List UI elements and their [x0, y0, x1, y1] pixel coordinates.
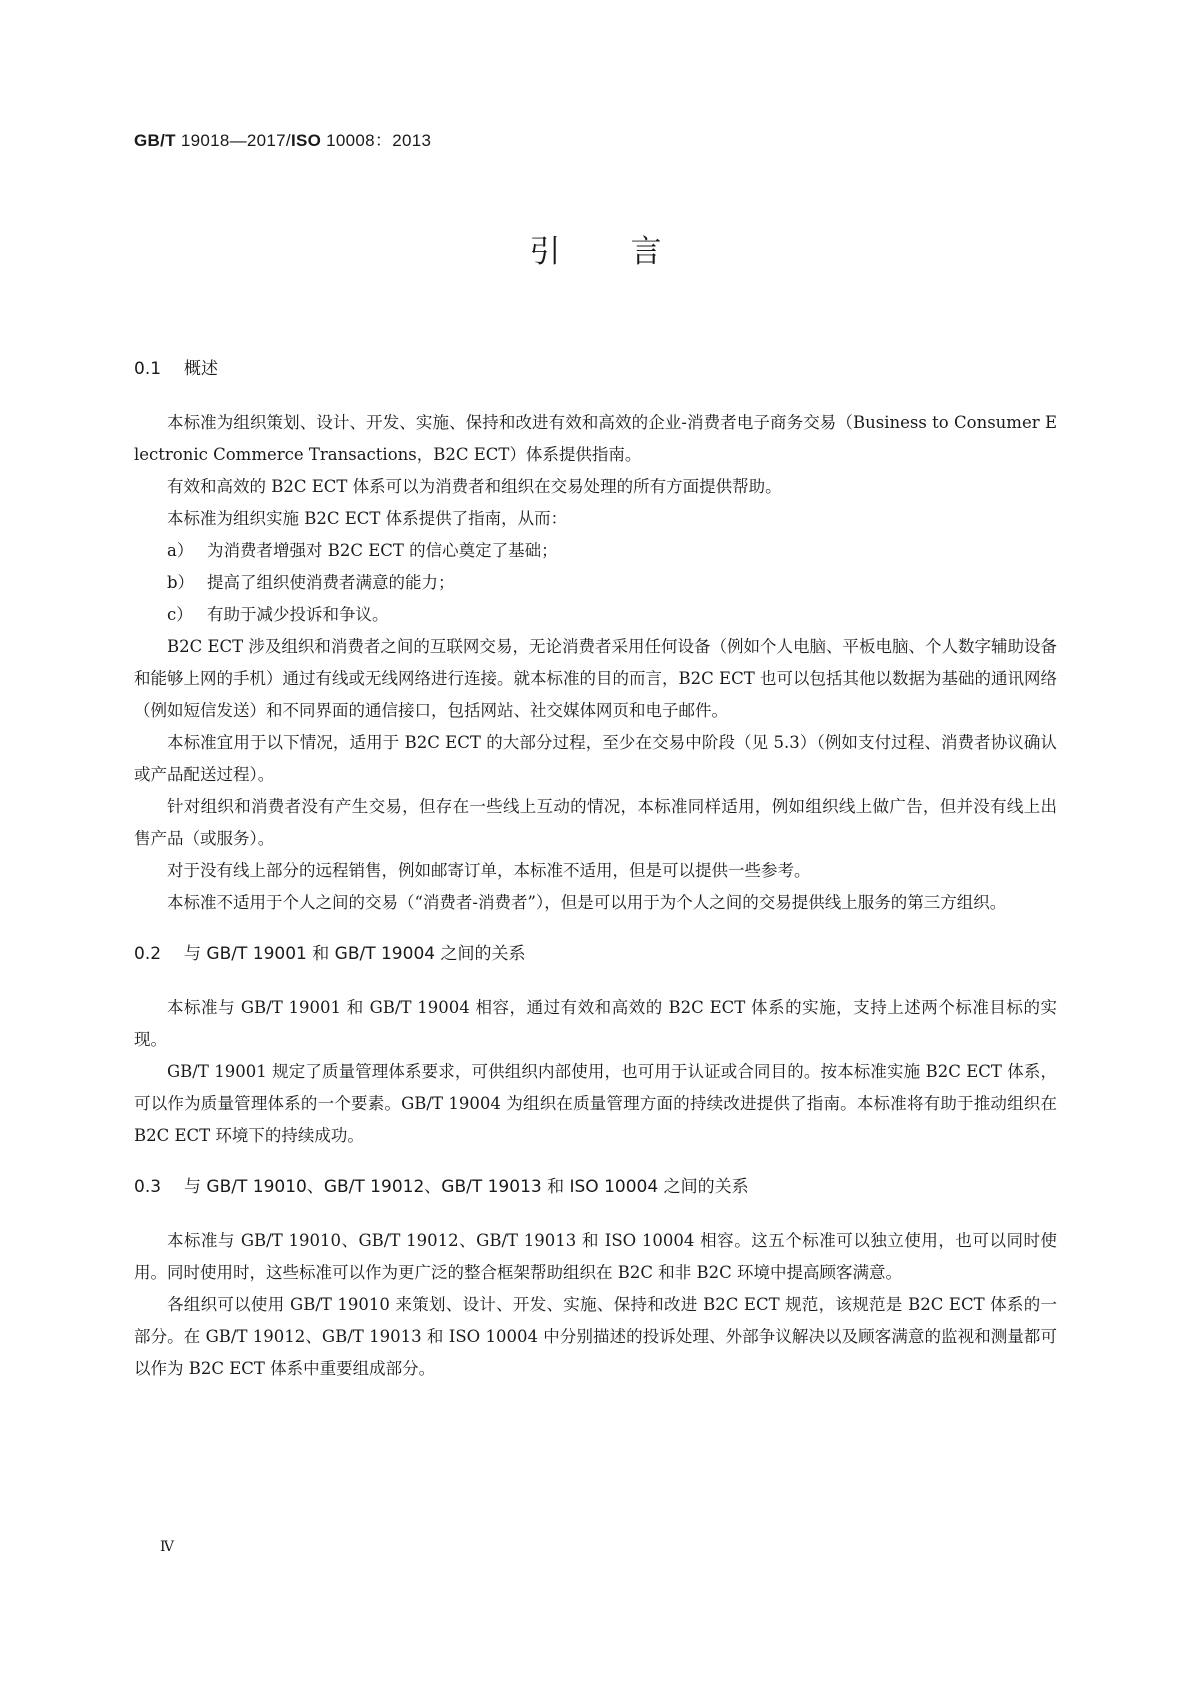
list-item	[134, 535, 1057, 567]
section-0-1	[134, 357, 1057, 919]
header-std: GB/T	[134, 131, 176, 150]
list-marker: b）	[167, 573, 195, 592]
paragraph: 本标准不适用于个人之间的交易（“消费者-消费者”），但是可以用于为个人之间的交易提供线上服务的第三方组织。	[167, 893, 1007, 912]
section-title: 与 GB/T 19001 和 GB/T 19004 之间的关系	[184, 944, 526, 964]
paragraph: 本标准宜用于以下情况，适用于 B2C ECT 的大部分过程，至少在交易中阶段（见 5.3）（例如支付过程、消费者协议确认或产品配送过程）。	[134, 733, 1057, 784]
list-text: 为消费者增强对 B2C ECT 的信心奠定了基础；	[207, 541, 558, 560]
paragraph: 本标准为组织实施 B2C ECT 体系提供了指南，从而：	[167, 509, 568, 528]
paragraph: 各组织可以使用 GB/T 19010 来策划、设计、开发、实施、保持和改进 B2C ECT 规范，该规范是 B2C ECT 体系的一部分。在 GB/T 19012、GB/T 19013 和 ISO 10004 中分别描述的投诉处理、外部争议解决以及顾客满意的监视和测量都可以作为 B2C ECT 体系中重要组成部分。	[134, 1295, 1057, 1378]
list-marker: c）	[167, 605, 193, 624]
section-heading	[134, 942, 1057, 966]
header-num: 19018—2017/	[175, 131, 291, 150]
paragraph: B2C ECT 涉及组织和消费者之间的互联网交易，无论消费者采用任何设备（例如个人电脑、平板电脑、个人数字辅助设备和能够上网的手机）通过有线或无线网络进行连接。就本标准的目的而言，B2C ECT 也可以包括其他以数据为基础的通讯网络（例如短信发送）和不同界面的通信接口，包括网站、社交媒体网页和电子邮件。	[134, 637, 1057, 720]
section-number: 0.1	[134, 359, 162, 379]
list-text: 有助于减少投诉和争议。	[207, 605, 389, 624]
header-iso-num: 10008：2013	[321, 131, 432, 150]
paragraph: GB/T 19001 规定了质量管理体系要求，可供组织内部使用，也可用于认证或合同目的。按本标准实施 B2C ECT 体系，可以作为质量管理体系的一个要素。GB/T 19004 为组织在质量管理方面的持续改进提供了指南。本标准将有助于推动组织在 B2C ECT 环境下的持续成功。	[134, 1062, 1057, 1145]
section-heading	[134, 357, 1057, 381]
section-title: 概述	[184, 359, 218, 379]
page-number: Ⅳ	[160, 1539, 174, 1555]
list-marker: a）	[167, 541, 194, 560]
section-heading	[134, 1175, 1057, 1199]
paragraph: 对于没有线上部分的远程销售，例如邮寄订单，本标准不适用，但是可以提供一些参考。	[167, 861, 811, 880]
main-content	[134, 357, 1057, 1385]
section-title: 与 GB/T 19010、GB/T 19012、GB/T 19013 和 ISO 10004 之间的关系	[184, 1177, 749, 1197]
paragraph: 针对组织和消费者没有产生交易，但存在一些线上互动的情况，本标准同样适用，例如组织线上做广告，但并没有线上出售产品（或服务）。	[134, 797, 1057, 848]
section-number: 0.2	[134, 944, 162, 964]
paragraph: 本标准为组织策划、设计、开发、实施、保持和改进有效和高效的企业-消费者电子商务交易（Business to Consumer Electronic Commerce Transactions，B2C ECT）体系提供指南。	[134, 413, 1057, 464]
header-iso: ISO	[290, 131, 322, 150]
list-item	[134, 599, 1057, 631]
paragraph: 本标准与 GB/T 19010、GB/T 19012、GB/T 19013 和 ISO 10004 相容。这五个标准可以独立使用，也可以同时使用。同时使用时，这些标准可以作为更广泛的整合框架帮助组织在 B2C 和非 B2C 环境中提高顾客满意。	[134, 1231, 1057, 1282]
section-number: 0.3	[134, 1177, 162, 1197]
section-0-2	[134, 942, 1057, 1152]
paragraph: 本标准与 GB/T 19001 和 GB/T 19004 相容，通过有效和高效的 B2C ECT 体系的实施，支持上述两个标准目标的实现。	[134, 998, 1057, 1049]
paragraph: 有效和高效的 B2C ECT 体系可以为消费者和组织在交易处理的所有方面提供帮助。	[167, 477, 782, 496]
bullet-list	[134, 535, 1057, 631]
list-text: 提高了组织使消费者满意的能力；	[207, 573, 455, 592]
section-0-3	[134, 1175, 1057, 1385]
page-title: 引言	[529, 234, 732, 270]
standard-code-header	[134, 126, 431, 151]
list-item	[134, 567, 1057, 599]
